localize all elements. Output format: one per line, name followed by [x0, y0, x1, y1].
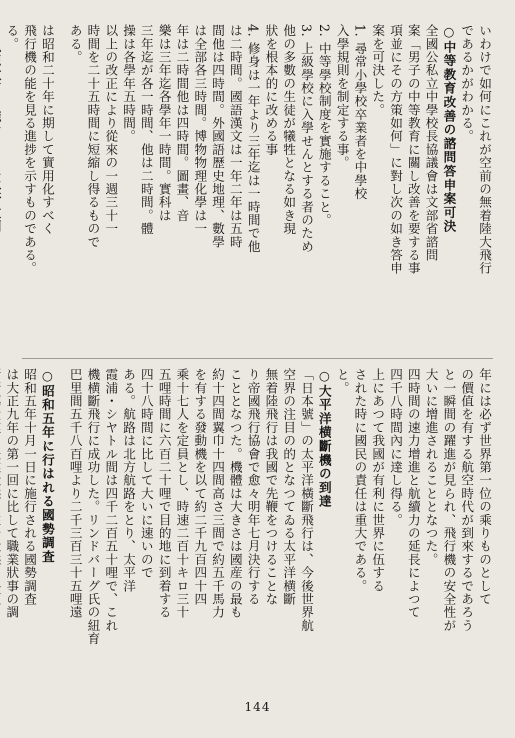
- text-column: 時間を二十五時間に短縮し得るもので: [85, 24, 101, 249]
- text-column: された時に國民の責任は重大である。: [352, 368, 368, 593]
- text-column: 以上の改正により從來の一週三十一: [103, 24, 119, 236]
- text-column: 四時間の速力增進と航續力の延長によつて: [405, 368, 421, 619]
- text-column: 案を可決した。: [370, 24, 386, 117]
- text-column: る。: [4, 24, 20, 51]
- text-column: は昭和二十年に期して實用化すべく: [39, 24, 55, 236]
- tier-divider: [22, 358, 493, 359]
- text-column: 年には必ず世界第一位の乘りものとして: [477, 368, 492, 606]
- text-column: と一瞬間の躍進が見られ、飛行機の安全性が: [441, 368, 457, 632]
- text-column: は二時間。國語漢文は一年二年は五時: [227, 24, 243, 249]
- text-column: 霞浦・シヤトル間は四千二百五十哩で、これ: [103, 368, 119, 632]
- text-column: 「日本號」の太平洋橫斷飛行は、今後世界航: [299, 368, 315, 632]
- column-gap: [56, 24, 66, 354]
- text-column: 空界の注目の的となつてゐる太平洋横斷: [281, 368, 297, 606]
- lower-tier: [4, 368, 493, 692]
- section-heading: ○大平洋横斷機の到達: [316, 368, 332, 509]
- text-column: と。: [334, 368, 350, 395]
- text-column: 大いに增進されることとなつた。: [423, 368, 439, 566]
- text-column: 1. 尋常小學校卒業者を中學校: [352, 24, 368, 201]
- text-column: 項並にその方策如何」に對し次の如き答申: [388, 24, 404, 275]
- text-column: 機横斷飛行に成功した。リンドバーグ氏の紐育: [85, 368, 101, 646]
- column-gap: [56, 368, 66, 692]
- text-column: 四千八時間內に達し得る。: [388, 368, 404, 527]
- text-column: 飛行機の能を見る進捗を示すものである。: [22, 24, 38, 275]
- text-column: 無着陸飛行は我國で先鞭をつけることな: [263, 368, 279, 606]
- text-column: 案「男子の中等教育に關し改善を要する事: [405, 24, 421, 275]
- text-column: 約十四間翼巾十四間高さ三間で約五千馬力: [210, 368, 226, 619]
- text-column: 全國公私立中學校長協議會は文部省諮問: [423, 24, 439, 262]
- text-column: 2. 中等學校制度を實施すること。: [316, 24, 332, 227]
- text-column: 3. 上級學校に入學せんとする者のため: [299, 24, 315, 254]
- text-column: 四十八時間に比して大いに速いので: [138, 368, 154, 580]
- text-column: ある。航路は北方航路をとり、太平洋: [121, 368, 137, 593]
- text-column: いわけで如何にこれが空前の無着陸大飛行: [477, 24, 492, 275]
- text-column: ある。: [67, 24, 83, 64]
- text-column: 4. 修身は一年より三年迄は一時間で他: [245, 24, 261, 254]
- text-column: 狀を根本的に改める事: [263, 24, 279, 156]
- page-number: 144: [244, 700, 271, 714]
- section-heading: ○中等教育改善の諮問答申案可決: [441, 24, 457, 234]
- text-column: 樂は三年迄各學年一時間。實科は: [156, 24, 172, 222]
- text-column: こととなつた。機體は大きさは國産の最も: [227, 368, 243, 619]
- text-column: 巴里間五千八百哩より二千三百三十五哩遠: [67, 368, 83, 619]
- text-column: 年は二時間他は四時間。圖畫、音: [174, 24, 190, 222]
- text-column: 入學規則を制定する事。: [334, 24, 350, 170]
- text-column: 五哩時間に六百二十哩で目的地に到着する: [156, 368, 172, 619]
- text-column: 乘十七人を定員とし、時速二百十キロ三十: [174, 368, 190, 619]
- text-column: 昭和五年十月一日に施行される國勢調査: [22, 368, 38, 606]
- text-column: の價值を有する航空時代が到來するであろう: [459, 368, 475, 632]
- section-heading: ○昭和五年に行はれる國勢調査: [39, 368, 55, 564]
- text-column: 操は各學年五時間。: [121, 24, 137, 143]
- text-column: り帝國飛行協會で愈々明年七月決行する: [245, 368, 261, 606]
- text-column: は大正九年の第一回に比して職業狀事の調: [4, 368, 20, 619]
- text-column: 他の多數の生徒が犧牲となる如き現: [281, 24, 297, 236]
- text-column: を有する發動機を以て約二千九百四十四: [192, 368, 208, 606]
- text-column: 上にあつて我國が有利に世界に伍する: [370, 368, 386, 593]
- text-column: であるかがわかる。: [459, 24, 475, 143]
- text-column: 三年迄が各一時間、他は二時間。體: [138, 24, 154, 236]
- text-column: は全部各三時間。博物物理化學は一: [192, 24, 208, 236]
- upper-tier: [4, 24, 493, 354]
- text-column: 間他は四時間。外國語歷史地理、數學: [210, 24, 226, 249]
